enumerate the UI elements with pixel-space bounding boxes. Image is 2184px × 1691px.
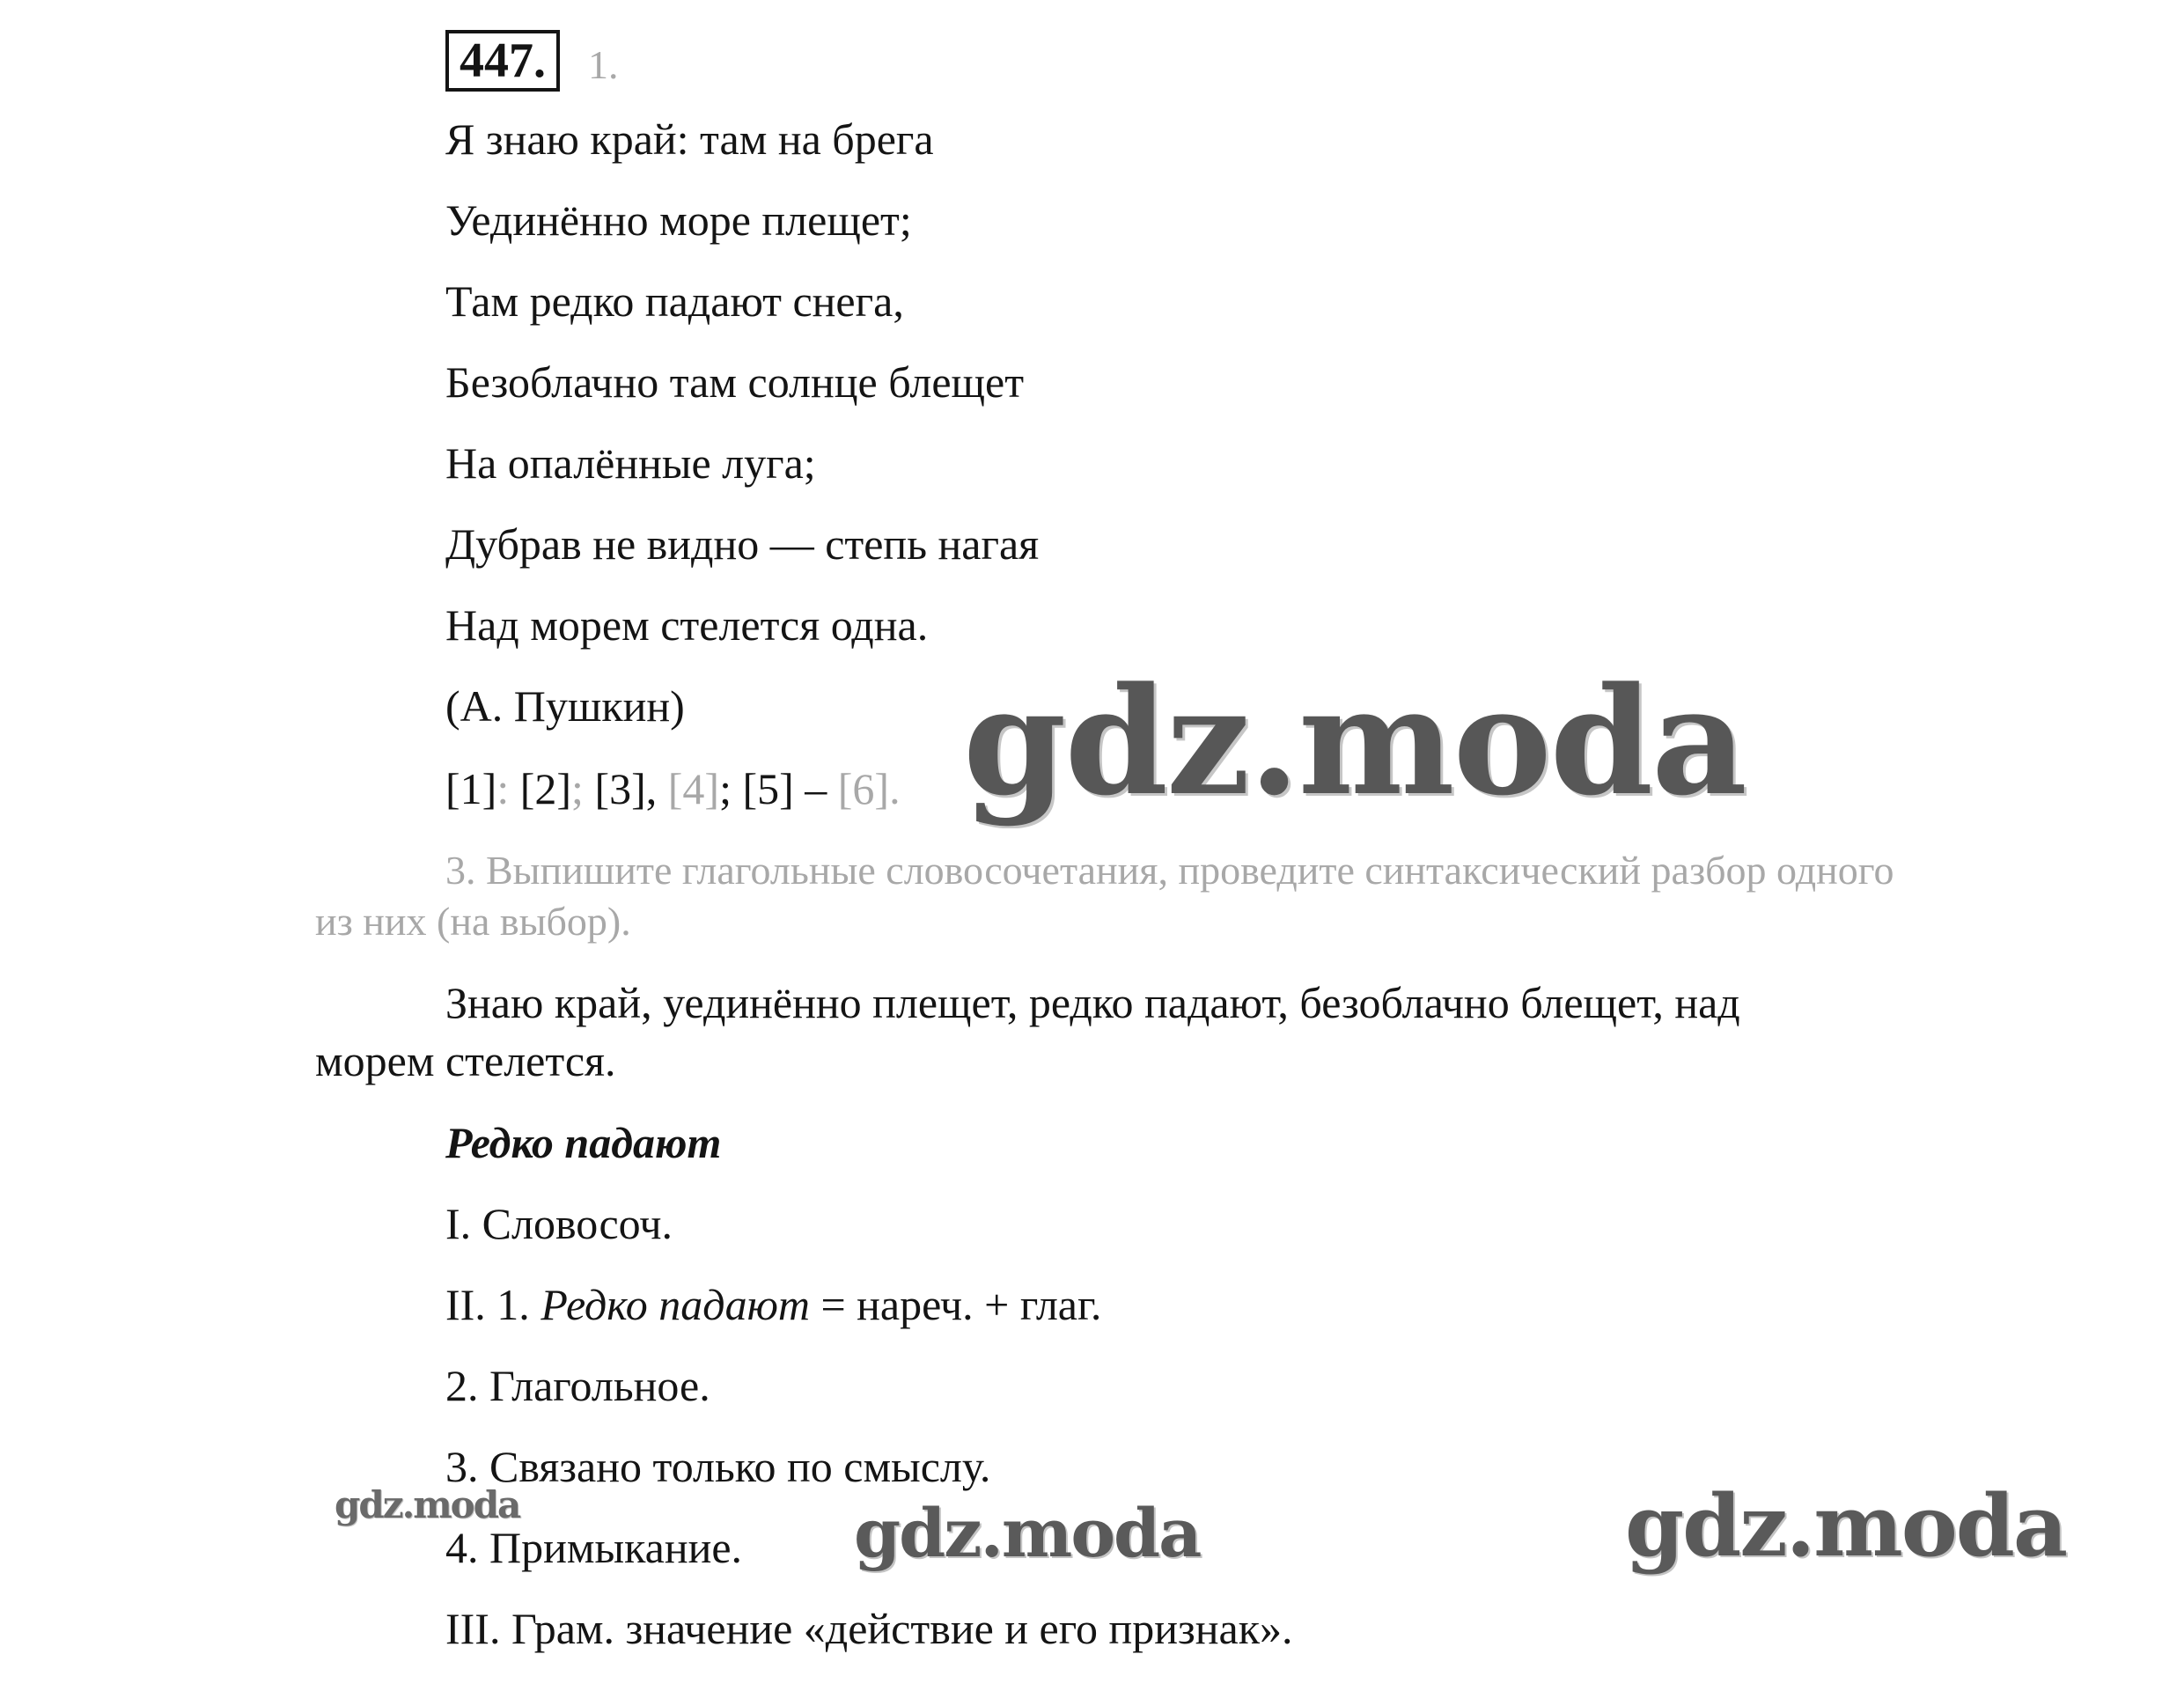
analysis-item-2-prefix: II. 1. xyxy=(445,1280,541,1329)
answer-line-2: морем стелется. xyxy=(315,1036,616,1085)
scheme-sep-3: , xyxy=(645,764,668,813)
watermark-large: gdz.moda xyxy=(963,654,1746,828)
exercise-part: 1. xyxy=(588,42,619,87)
analysis-item-1: I. Словосоч. xyxy=(445,1199,673,1248)
exercise-number: 447. xyxy=(445,30,560,92)
poem-line-1: Я знаю край: там на брега xyxy=(445,114,934,164)
scheme-sep-5: – xyxy=(793,764,838,813)
poem-line-5: На опалённые луга; xyxy=(445,438,816,488)
scheme-part-6: [6] xyxy=(837,764,890,813)
scheme-sep-2: ; xyxy=(571,764,595,813)
task-3-line-2: из них (на выбор). xyxy=(315,899,631,944)
answer-line-1: Знаю край, уединённо плещет, редко падают, безоблачно блещет, над xyxy=(445,978,1740,1027)
task-3-line-1: 3. Выпишите глагольные словосочетания, проведите синтаксический разбор одного xyxy=(445,848,1894,893)
analysis-item-2-suffix: = нареч. + глаг. xyxy=(809,1280,1102,1329)
scheme-sep-6: . xyxy=(889,764,901,813)
scheme-part-3: [3] xyxy=(594,764,646,813)
analysis-item-3: 2. Глагольное. xyxy=(445,1361,710,1410)
scheme-part-1: [1] xyxy=(445,764,497,813)
analysis-item-2 xyxy=(445,1278,1101,1331)
poem-line-6: Дубрав не видно — степь нагая xyxy=(445,519,1040,569)
analysis-item-5: 4. Примыкание. xyxy=(445,1523,743,1572)
scheme-sep-4: ; xyxy=(719,764,743,813)
poem-line-4: Безоблачно там солнце блещет xyxy=(445,357,1025,407)
scheme-sep-1: : xyxy=(496,764,520,813)
analysis-item-6: III. Грам. значение «действие и его признак». xyxy=(445,1604,1293,1653)
watermark-right: gdz.moda xyxy=(1625,1476,2067,1576)
analysis-item-4: 3. Связано только по смыслу. xyxy=(445,1442,991,1491)
analysis-item-2-phrase: Редко падают xyxy=(540,1280,810,1329)
poem-author: (А. Пушкин) xyxy=(445,681,685,731)
scheme-part-5: [5] xyxy=(742,764,794,813)
sentence-scheme xyxy=(445,762,901,815)
scheme-part-2: [2] xyxy=(519,764,572,813)
watermark-middle: gdz.moda xyxy=(854,1494,1201,1572)
poem-line-2: Уединённо море плещет; xyxy=(445,195,912,245)
poem-line-3: Там редко падают снега, xyxy=(445,276,904,326)
scheme-part-4: [4] xyxy=(667,764,720,813)
analysis-heading: Редко падают xyxy=(445,1118,722,1167)
watermark-small: gdz.moda xyxy=(335,1483,520,1526)
poem-line-7: Над морем стелется одна. xyxy=(445,600,929,650)
